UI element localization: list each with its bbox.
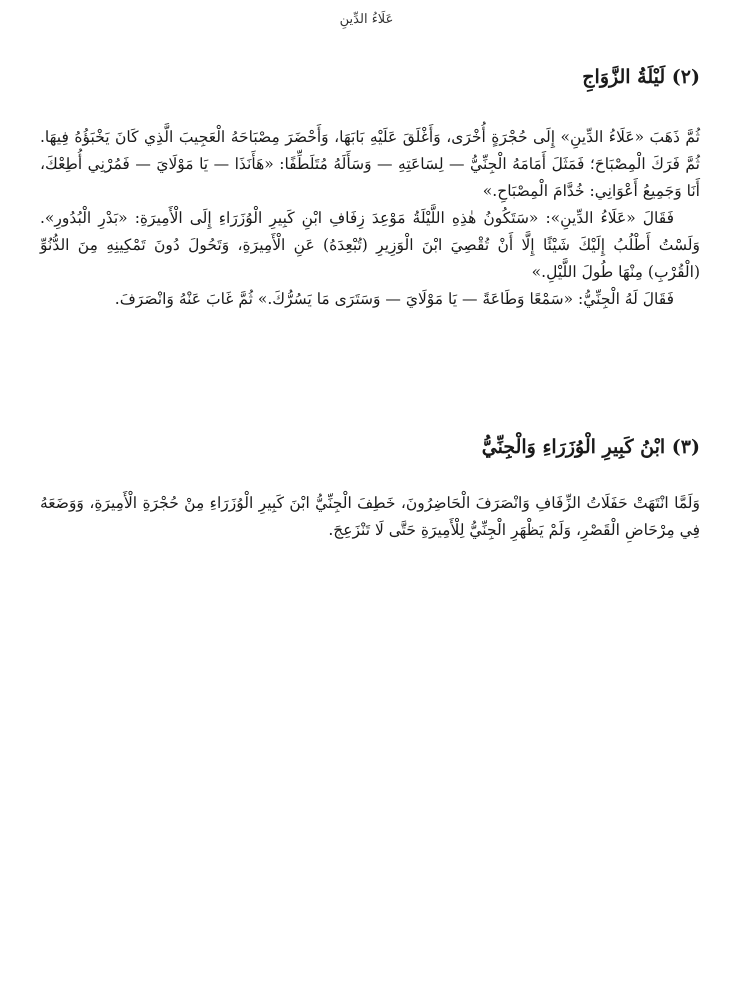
running-header: عَلَاءُ الدِّينِ <box>339 12 394 27</box>
section-title: (٢) لَيْلَةُ الزَّوَاجِ <box>582 66 700 88</box>
section-vizier-son-and-genie <box>40 432 700 544</box>
paragraph: ثُمَّ ذَهَبَ «عَلَاءُ الدِّينِ» إِلَى حُجْرَةٍ أُخْرَى، وَأَغْلَقَ عَلَيْهِ بَابَهَا، وَأَحْضَرَ مِصْبَاحَهُ الْعَجِيبَ الَّذِي كَانَ يَخْبَؤُهُ فِيهَا. ثُمَّ فَرَكَ الْمِصْبَاحَ؛ فَمَثَلَ أَمَامَهُ الْجِنِّيُّ — لِسَاعَتِهِ — وَسَأَلَهُ مُتَلَطِّفًا: «هَأَنَذَا — يَا مَوْلَايَ — فَمُرْنِي أُطِعْكَ، أَنَا وَجَمِيعُ أَعْوَانِي: خُدَّامَ الْمِصْبَاحِ.» <box>40 128 700 200</box>
section-body <box>40 124 700 313</box>
paragraph: فَقَالَ «عَلَاءُ الدِّينِ»: «سَتَكُونُ هٰذِهِ اللَّيْلَةُ مَوْعِدَ زِفَافِ ابْنِ كَبِيرِ الْوُزَرَاءِ إِلَى الْأَمِيرَةِ: «بَدْرِ الْبُدُورِ». وَلَسْتُ أَطْلُبُ إِلَيْكَ شَيْئًا إِلَّا أَنْ تُقْصِيَ ابْنَ الْوَزِيرِ (تُبْعِدَهُ) عَنِ الْأَمِيرَةِ، وَتَحُولَ دُونَ تَمْكِينِهِ مِنَ الدُّنُوِّ (الْقُرْبِ) مِنْهَا طُولَ اللَّيْلِ.» <box>40 209 700 281</box>
section-wedding-night <box>40 62 700 313</box>
section-body <box>40 490 700 544</box>
paragraph: وَلَمَّا انْتَهَتْ حَفَلَاتُ الزِّفَافِ وَانْصَرَفَ الْحَاضِرُونَ، خَطِفَ الْجِنِّيُّ ابْنَ كَبِيرِ الْوُزَرَاءِ مِنْ حُجْرَةِ الْأَمِيرَةِ، وَوَضَعَهُ فِي مِرْحَاضِ الْقَصْرِ، وَلَمْ يَظْهَرِ الْجِنِّيُّ لِلْأَمِيرَةِ حَتَّى لَا تَنْزَعِجَ. <box>40 494 700 539</box>
section-title: (٣) ابْنُ كَبِيرِ الْوُزَرَاءِ وَالْجِنِّيُّ <box>481 436 700 458</box>
paragraph: فَقَالَ لَهُ الْجِنِّيُّ: «سَمْعًا وَطَاعَةً — يَا مَوْلَايَ — وَسَتَرَى مَا يَسُرُّكَ.» ثُمَّ غَابَ عَنْهُ وَانْصَرَفَ. <box>114 290 674 308</box>
